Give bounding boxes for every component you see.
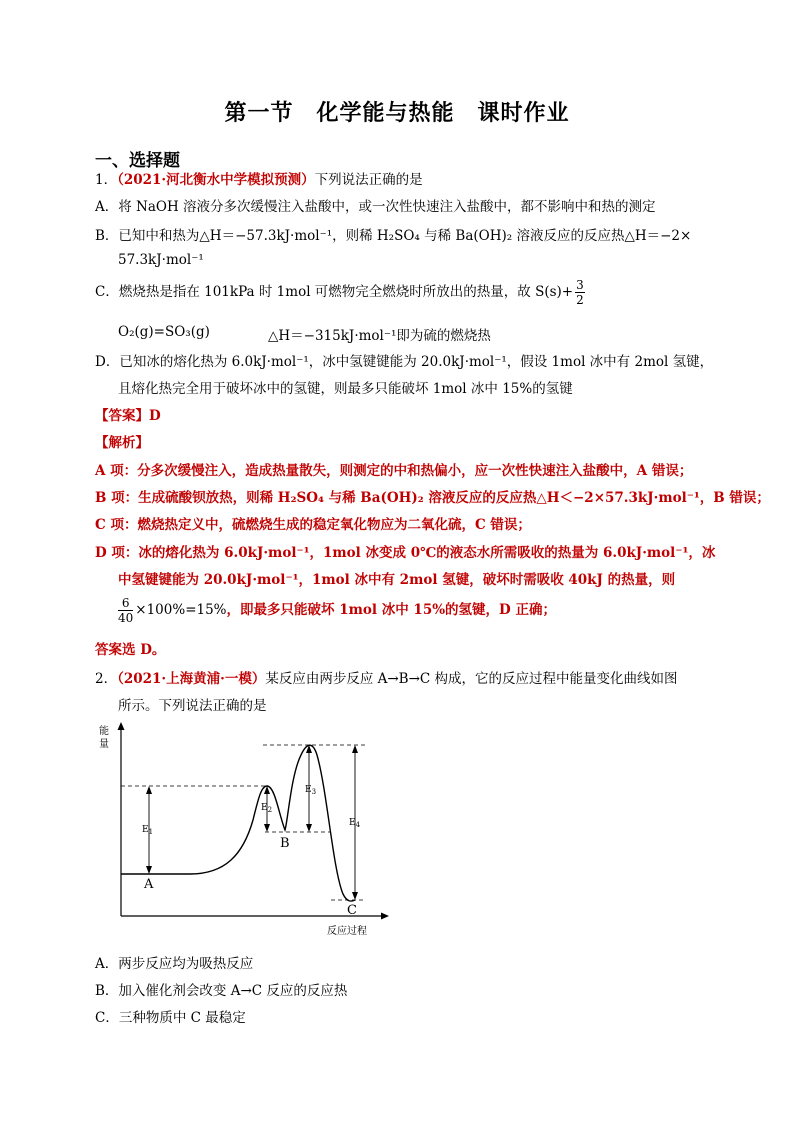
energy-profile-diagram [95,720,395,940]
e4-arrow-head-bottom [352,892,358,900]
point-b-label: B [280,836,290,851]
q1-explanation-d-conclusion: ，即最多只能破坏 1mol 冰中 15%的氢键，D 正确； [226,602,556,618]
q1-explanation-a: A 项：分多次缓慢注入，造成热量散失，则测定的中和热偏小，应一次性快速注入盐酸中，A 错误； [95,463,693,479]
q1-final-answer: 答案选 D。 [95,642,166,658]
e3-arrow-head-bottom [306,824,312,832]
q1-option-d-line1: D．已知冰的熔化热为 6.0kJ·mol⁻¹，冰中氢键键能为 20.0kJ·mol⁻¹，假设 1mol 冰中有 2mol 氢键， [95,354,714,370]
q1-option-a: A．将 NaOH 溶液分多次缓慢注入盐酸中，或一次性快速注入盐酸中，都不影响中和热的测定 [95,199,656,215]
q1-explanation-b: B 项：生成硫酸钡放热，则稀 H₂SO₄ 与稀 Ba(OH)₂ 溶液反应的反应热△H＜−2×57.3kJ·mol⁻¹，B 错误； [95,490,770,506]
q2-source: （2021·上海黄浦·一模） [117,671,266,687]
point-c-label: C [347,903,357,918]
q1-analysis-heading: 【解析】 [95,435,149,451]
y-axis-arrow [118,722,125,730]
fraction-6-40 [118,596,133,625]
point-a-label: A [144,877,154,892]
q1-option-c-equation: O₂(g)=SO₃(g) [118,324,210,340]
q2-option-c: C．三种物质中 C 最稳定 [95,1010,246,1026]
q2-option-a: A．两步反应均为吸热反应 [95,956,254,972]
section-heading: 一、选择题 [95,151,180,171]
y-axis-label-line1: 能 [99,726,109,737]
fraction-3-2 [575,278,585,307]
fraction-numerator: 3 [576,278,584,292]
q1-option-c-text: C．燃烧热是指在 101kPa 时 1mol 可燃物完全燃烧时所放出的热量，故 S(s)+ [95,284,574,300]
q1-option-b-line2: 57.3kJ·mol⁻¹ [118,252,204,268]
e1-label: $E_1$ [142,825,154,836]
question-2-header [95,667,678,687]
q1-explanation-c: C 项：燃烧热定义中，硫燃烧生成的稳定氧化物应为二氧化硫，C 错误； [95,517,531,533]
e4-arrow-head-top [352,745,358,753]
q1-answer: 【答案】D [95,408,161,424]
q2-number: 2． [95,671,118,687]
x-axis-label: 反应过程 [327,926,367,937]
reaction-energy-curve [121,745,355,901]
x-axis-arrow [381,913,389,920]
q1-option-c-line1 [95,278,587,307]
e1-arrow-head-top [146,786,152,794]
q1-option-d-line2: 且熔化热完全用于破坏冰中的氢键，则最多只能破坏 1mol 冰中 15%的氢键 [118,381,573,397]
fraction-denominator: 2 [576,293,584,307]
q1-option-c-enthalpy: △H＝−315kJ·mol⁻¹即为硫的燃烧热 [268,328,491,344]
e1-arrow-head-bottom [146,866,152,874]
fraction-numerator: 6 [118,596,133,611]
question-1-header [95,168,423,188]
q2-stem-line2: 所示。下列说法正确的是 [118,698,267,714]
y-axis-label-line2: 量 [99,739,109,750]
q1-stem: 下列说法正确的是 [314,172,423,188]
q1-explanation-d-line2: 中氢键键能为 20.0kJ·mol⁻¹，1mol 冰中有 2mol 氢键，破坏时需吸收 40kJ 的热量，则 [118,572,676,588]
q2-option-b: B．加入催化剂会改变 A→C 反应的反应热 [95,983,348,999]
q1-source: （2021·河北衡水中学模拟预测） [117,172,315,188]
e2-arrow-head-bottom [264,824,270,832]
q1-explanation-d-line3 [116,596,556,625]
fraction-denominator: 40 [118,611,134,625]
q1-number: 1． [95,172,118,188]
q1-option-b-line1: B．已知中和热为△H＝−57.3kJ·mol⁻¹，则稀 H₂SO₄ 与稀 Ba(OH)₂ 溶液反应的反应热△H＝−2× [95,228,692,244]
q2-stem-line1: 某反应由两步反应 A→B→C 构成，它的反应过程中能量变化曲线如图 [265,671,678,687]
e2-label: $E_2$ [261,803,273,814]
percent-calculation: ×100%=15% [135,602,227,618]
e3-label: $E_3$ [305,785,317,796]
e4-label: $E_4$ [349,818,361,829]
q1-explanation-d-line1: D 项：冰的熔化热为 6.0kJ·mol⁻¹，1mol 冰变成 0℃的液态水所需吸收的热量为 6.0kJ·mol⁻¹，冰 [95,545,716,561]
page-title: 第一节 化学能与热能 课时作业 [224,101,570,126]
